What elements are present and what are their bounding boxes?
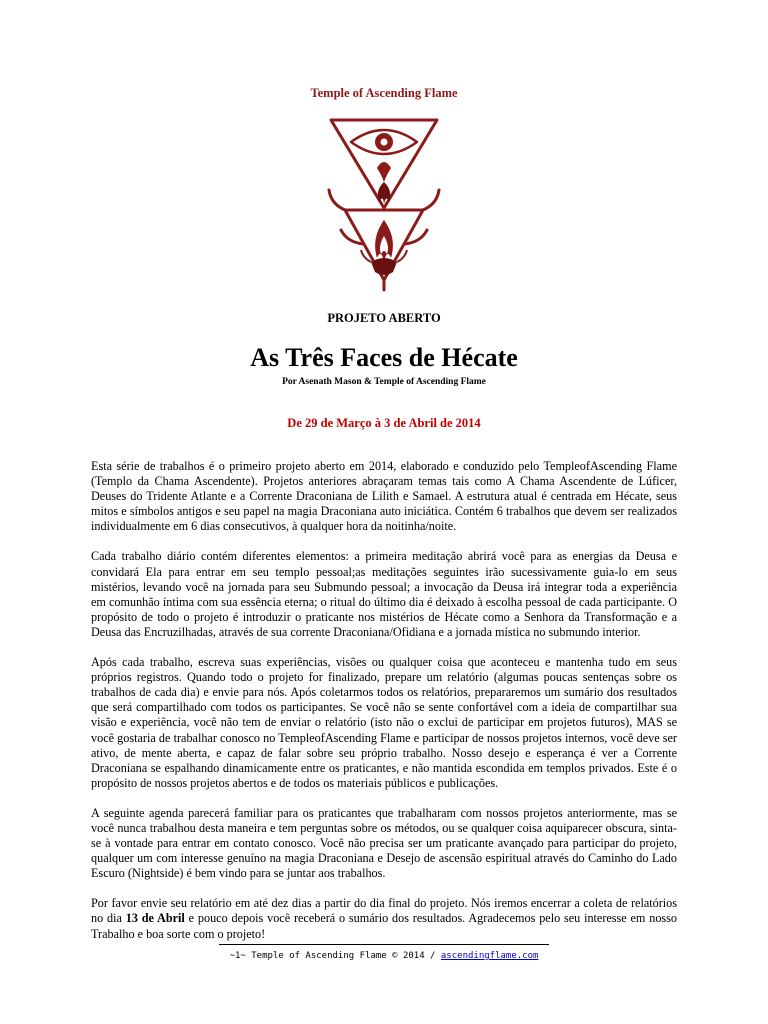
organization-name: Temple of Ascending Flame [310, 86, 458, 100]
footer [0, 951, 768, 961]
byline: Por Asenath Mason & Temple of Ascending Flame [282, 377, 486, 387]
document-title: As Três Faces de Hécate [250, 343, 518, 372]
paragraph-1: Esta série de trabalhos é o primeiro projeto aberto em 2014, elaborado e conduzido pelo TempleofAscending Flame (Templo da Chama Ascendente). Projetos anteriores abraçaram temas tais como A Chama Ascendente de Lúficer, Deuses do Tridente Atlante e a Corrente Draconiana de Lilith e Samael. A estrutura atual é centrada em Hécate, seus mitos e símbolos antigos e seu papel na magia Draconiana auto iniciática. Contém 6 trabalhos que devem ser realizados individualmente em 6 dias consecutivos, à qualquer hora da noitinha/noite. [91, 459, 677, 534]
paragraph-5-text: Por favor envie seu relatório em até dez dias a partir do dia final do projeto. Nós iremos encerrar a coleta de relatórios no dia [91, 896, 677, 926]
paragraph-3: Após cada trabalho, escreva suas experiências, visões ou qualquer coisa que aconteceu e mantenha tudo em seus próprios registros. Quando todo o projeto for finalizado, prepare um relatório (algumas poucas sentenças sobre os trabalhos de cada dia) e envie para nós. Após coletarmos todos os relatórios, prepararemos um sumário dos resultados que será compartilhado com todos os participantes. Se você não se sente confortável com a ideia de compartilhar sua visão e experiência, você não tem de enviar o relatório (isto não o exclui de participar em projetos futuros), MAS se você gostaria de trabalhar conosco no TempleofAscending Flame e participar de nossos projetos internos, você deve ser ativo, de mente aberta, e capaz de falar sobre seu próprio trabalho. Nosso desejo e esperança é ver a Corrente Draconiana se espalhando dinamicamente entre os praticantes, e não mantida escondida em templos privados. Este é o propósito de nossos projetos abertos e de todos os materiais públicos e publicações. [91, 655, 677, 790]
paragraph-5-text-end: e pouco depois você receberá o sumário dos resultados. Agradecemos pelo seu interesse em nosso Trabalho e boa sorte com o projeto! [91, 911, 677, 941]
deadline-date: 13 de Abril [125, 911, 185, 926]
paragraph-2: Cada trabalho diário contém diferentes elementos: a primeira meditação abrirá você para as energias da Deusa e convidará Ela para entrar em seu templo pessoal;as meditações seguintes irão sucessivamente guia-lo em seus mistérios, levando você na jornada para seu Submundo pessoal; a invocação da Deusa irá integrar toda a experiência em comunhão íntima com sua essência eterna; o ritual do último dia é deixado à escolha pessoal de cada participante. O propósito de todo o projeto é introduzir o praticante nos mistérios de Hécate como a Senhora da Transformação e a Deusa das Encruzilhadas, através de sua corrente Draconiana/Ofidiana e a jornada mística no submundo interior. [91, 549, 677, 639]
paragraph-4: A seguinte agenda parecerá familiar para os praticantes que trabalharam com nossos projetos anteriormente, mas se você nunca trabalhou desta maneira e tem perguntas sobre os métodos, ou se qualquer coisa aquiparecer obscura, sinta-se à vontade para entrar em contato conosco. Você não precisa ser um praticante avançado para participar do projeto, qualquer um com interesse genuíno na magia Draconiana e Desejo de ascensão espiritual através do Caminho do Lado Escuro (Nightside) é bem vindo para se juntar aos trabalhos. [91, 805, 677, 881]
footer-divider [219, 944, 549, 945]
website-link[interactable]: ascendingflame.com [440, 951, 539, 961]
project-label: PROJETO ABERTO [327, 311, 441, 325]
paragraph-5 [91, 896, 677, 941]
project-dates: De 29 de Março à 3 de Abril de 2014 [287, 416, 481, 430]
document-body [91, 459, 677, 957]
footer-text: ~1~ Temple of Ascending Flame © 2014 / [229, 951, 441, 961]
triangle-eye-sigil-icon [323, 112, 445, 292]
